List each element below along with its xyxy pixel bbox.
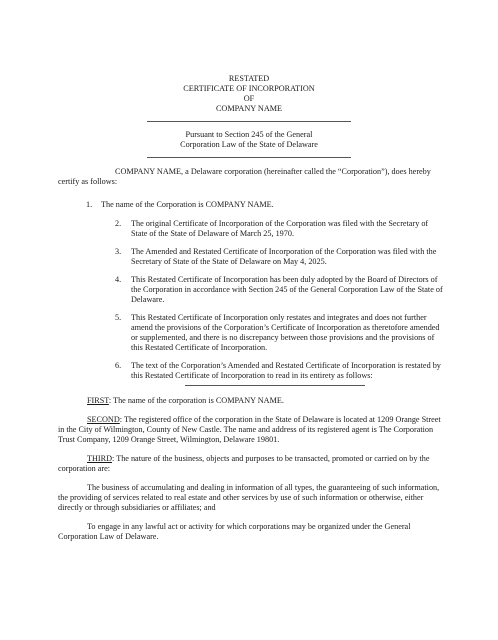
item-5-line-1: This Restated Certificate of Incorporation only restates and integrates and does not further: [131, 313, 427, 322]
second-text-1: : The registered office of the corporation in the State of Delaware is located at 1209 Orange Street: [119, 415, 441, 424]
item-2-line-2: State of the State of Delaware of March 25, 1970.: [131, 229, 295, 238]
subtitle-divider: [147, 157, 351, 158]
lawful-line-2: Corporation Law of Delaware.: [58, 532, 159, 541]
third-text-1: : The nature of the business, objects and purposes to be transacted, promoted or carried on by the: [112, 454, 430, 463]
item-1-number: 1.: [86, 200, 93, 209]
subtitle-line-2: Corporation Law of the State of Delaware: [180, 140, 318, 149]
intro-line-1: COMPANY NAME, a Delaware corporation (hereinafter called the “Corporation”), does hereby: [115, 167, 431, 176]
item-2-number: 2.: [115, 219, 122, 228]
item-3-line-2: Secretary of State of the State of Delaware on May 4, 2025.: [131, 257, 327, 266]
second-article-line-1: [87, 415, 441, 425]
item-5-line-4: this Restated Certificate of Incorporation.: [131, 343, 268, 352]
business-line-1: The business of accumulating and dealing in information of all types, the guaranteeing of such information,: [87, 483, 440, 492]
third-label: THIRD: [87, 454, 113, 463]
item-3-line-1: The Amended and Restated Certificate of Incorporation of the Corporation was filed with the: [131, 247, 437, 256]
title-restated: RESTATED: [228, 74, 270, 83]
business-line-2: the providing of services related to real estate and other services by use of such information or otherwise, either: [58, 493, 424, 502]
third-line-2: corporation are:: [58, 464, 111, 473]
item-6-number: 6.: [115, 361, 122, 370]
item-3-number: 3.: [115, 247, 122, 256]
subtitle-line-1: Pursuant to Section 245 of the General: [185, 130, 313, 139]
title-company-name: COMPANY NAME: [215, 104, 283, 113]
first-article: [87, 396, 284, 406]
title-divider: [147, 121, 351, 122]
second-line-3: Trust Company, 1209 Orange Street, Wilmington, Delaware 19801.: [58, 435, 280, 444]
item-6-line-1: The text of the Corporation’s Amended and Restated Certificate of Incorporation is restated by: [131, 361, 441, 370]
item-5-line-3: or supplemented, and there is no discrepancy between those provisions and the provisions of: [131, 333, 435, 342]
item-4-number: 4.: [115, 275, 122, 284]
item-2-line-1: The original Certificate of Incorporation of the Corporation was filed with the Secretary of: [131, 219, 429, 228]
lawful-line-1: To engage in any lawful act or activity for which corporations may be organized under the General: [87, 522, 411, 531]
title-certificate: CERTIFICATE OF INCORPORATION: [183, 84, 315, 93]
business-line-3: directly or through subsidiaries or affiliates; and: [58, 503, 216, 512]
second-label: SECOND: [87, 415, 120, 424]
item-6-line-2: this Restated Certificate of Incorporation to read in its entirety as follows:: [131, 371, 373, 380]
title-of: OF: [243, 94, 255, 103]
first-label: FIRST: [87, 396, 109, 405]
third-article-line-1: [87, 454, 430, 464]
second-line-2: in the City of Wilmington, County of New Castle. The name and address of its registered agent is The Corporation: [58, 425, 434, 434]
item-4-line-1: This Restated Certificate of Incorporation has been duly adopted by the Board of Directors of: [131, 275, 438, 284]
item-4-line-3: Delaware.: [131, 295, 165, 304]
item-5-line-2: amend the provisions of the Corporation’s Certificate of Incorporation as theretofore amended: [131, 323, 440, 332]
intro-line-2: certify as follows:: [58, 177, 118, 186]
items-divider: [185, 385, 365, 386]
first-text: : The name of the corporation is COMPANY NAME.: [108, 396, 284, 405]
item-1-text: The name of the Corporation is COMPANY NAME.: [101, 200, 274, 209]
item-4-line-2: the Corporation in accordance with Section 245 of the General Corporation Law of the State of: [131, 285, 443, 294]
item-5-number: 5.: [115, 313, 122, 322]
